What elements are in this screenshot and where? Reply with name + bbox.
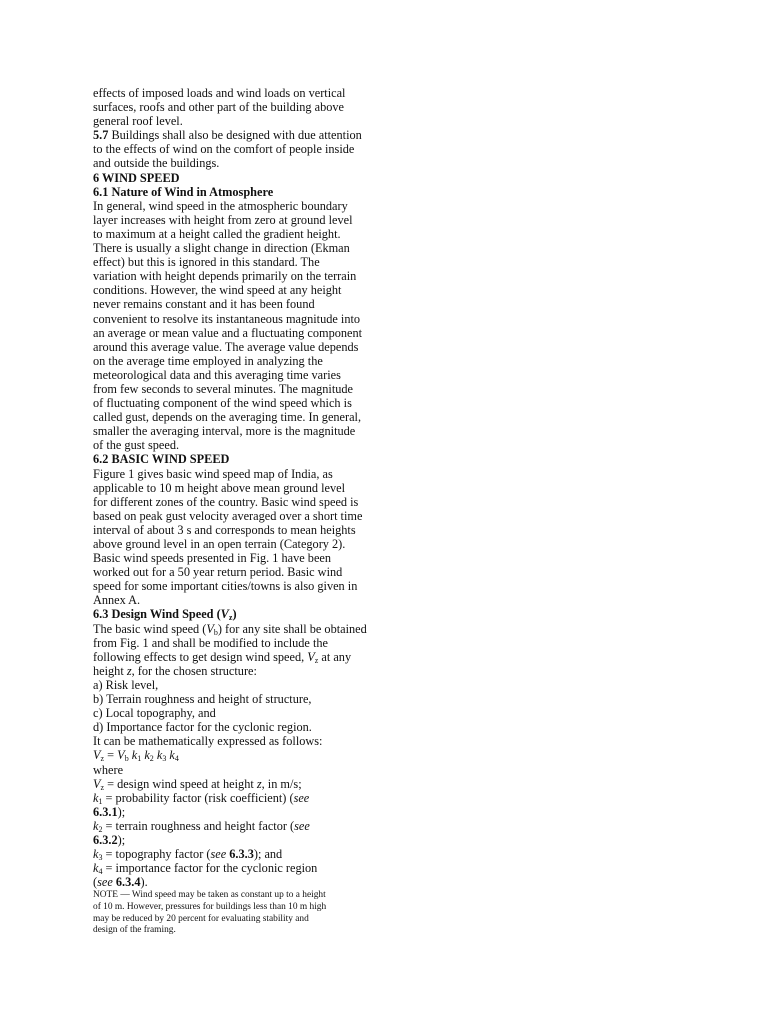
paragraph-line: The basic wind speed $(V_b)$ for any site shall be obtained bbox=[93, 621, 367, 637]
section-6-2-heading: 6.2 BASIC WIND SPEED bbox=[93, 452, 230, 467]
paragraph-line: applicable to 10 m height above mean ground level bbox=[93, 480, 346, 495]
definition-k2-ref: 6.3.2); bbox=[93, 832, 126, 847]
intro-line: general roof level. bbox=[93, 114, 183, 129]
clause-5-7-line: to the effects of wind on the comfort of people inside bbox=[93, 142, 355, 157]
paragraph-line: There is usually a slight change in direction (Ekman bbox=[93, 241, 350, 256]
document-page bbox=[93, 86, 393, 937]
paragraph-line: called gust, depends on the averaging time. In general, bbox=[93, 410, 362, 425]
definition-k2: $k_2$ = terrain roughness and height factor (see bbox=[93, 818, 310, 834]
note-line: NOTE — Wind speed may be taken as constant up to a height bbox=[93, 890, 326, 901]
paragraph-line: variation with height depends primarily on the terrain bbox=[93, 269, 357, 284]
paragraph-line: to maximum at a height called the gradient height. bbox=[93, 226, 341, 241]
note-block bbox=[93, 890, 393, 936]
section-6-1-heading: 6.1 Nature of Wind in Atmosphere bbox=[93, 184, 274, 199]
paragraph-line: height z, for the chosen structure: bbox=[93, 663, 257, 678]
paragraph-line: around this average value. The average value depends bbox=[93, 339, 359, 354]
note-line: of 10 m. However, pressures for buildings less than 10 m high bbox=[93, 901, 327, 912]
paragraph-line: Annex A. bbox=[93, 593, 141, 608]
paragraph-line: worked out for a 50 year return period. Basic wind bbox=[93, 565, 343, 580]
paragraph-line: for different zones of the country. Basic wind speed is bbox=[93, 494, 359, 509]
definition-vz: $V_z$ = design wind speed at height z, in m/s; bbox=[93, 776, 302, 792]
paragraph-line: interval of about 3 s and corresponds to mean heights bbox=[93, 522, 356, 537]
paragraph-line: speed for some important cities/towns is also given in bbox=[93, 579, 358, 594]
definition-k4-ref: (see 6.3.4). bbox=[93, 875, 148, 890]
list-item: c) Local topography, and bbox=[93, 706, 216, 721]
paragraph-line: Figure 1 gives basic wind speed map of India, as bbox=[93, 466, 333, 481]
paragraph-line: an average or mean value and a fluctuating component bbox=[93, 325, 363, 340]
paragraph-line: never remains constant and it has been found bbox=[93, 297, 315, 312]
section-6-3-heading: 6.3 Design Wind Speed $(V_z)$ bbox=[93, 607, 237, 623]
paragraph-line: effect) but this is ignored in this standard. The bbox=[93, 255, 320, 270]
expression-intro: It can be mathematically expressed as follows: bbox=[93, 734, 323, 749]
definition-k3: $k_3$ = topography factor (see 6.3.3); and bbox=[93, 847, 283, 863]
paragraph-line: following effects to get design wind speed, $V_z$ at any bbox=[93, 649, 352, 665]
paragraph-line: of fluctuating component of the wind speed which is bbox=[93, 396, 352, 411]
clause-5-7-number: 5.7 bbox=[93, 128, 109, 143]
paragraph-line: convenient to resolve its instantaneous magnitude into bbox=[93, 311, 361, 326]
clause-5-7-line: and outside the buildings. bbox=[93, 156, 220, 171]
paragraph-line: layer increases with height from zero at ground level bbox=[93, 212, 353, 227]
clause-5-7-line: 5.7 Buildings shall also be designed with due attention bbox=[93, 128, 362, 143]
paragraph-line: on the average time employed in analyzing the bbox=[93, 353, 323, 368]
paragraph-line: based on peak gust velocity averaged over a short time bbox=[93, 508, 363, 523]
list-item: b) Terrain roughness and height of structure, bbox=[93, 692, 312, 707]
list-item: a) Risk level, bbox=[93, 677, 159, 692]
definition-k1-ref: 6.3.1); bbox=[93, 804, 126, 819]
paragraph-line: smaller the averaging interval, more is the magnitude bbox=[93, 424, 356, 439]
definition-k1: $k_1$ = probability factor (risk coefficient) (see bbox=[93, 790, 310, 806]
paragraph-line: In general, wind speed in the atmospheric boundary bbox=[93, 198, 348, 213]
paragraph-line: above ground level in an open terrain (Category 2). bbox=[93, 537, 346, 551]
intro-line: effects of imposed loads and wind loads on vertical bbox=[93, 86, 346, 100]
paragraph-line: meteorological data and this averaging time varies bbox=[93, 367, 341, 382]
where-label: where bbox=[93, 762, 124, 777]
paragraph-line: conditions. However, the wind speed at any height bbox=[93, 283, 342, 298]
section-6-heading: 6 WIND SPEED bbox=[93, 170, 180, 185]
paragraph-line: Basic wind speeds presented in Fig. 1 have been bbox=[93, 551, 332, 566]
definition-k4: $k_4$ = importance factor for the cyclonic region bbox=[93, 861, 318, 877]
paragraph-line: of the gust speed. bbox=[93, 438, 180, 453]
note-line: may be reduced by 20 percent for evaluating stability and bbox=[93, 913, 309, 924]
note-line: design of the framing. bbox=[93, 925, 176, 936]
intro-line: surfaces, roofs and other part of the building above bbox=[93, 100, 344, 115]
paragraph-line: from Fig. 1 and shall be modified to include the bbox=[93, 635, 328, 650]
equation: $V_z = V_b$ $k_1$ $k_2$ $k_3$ $k_4$ bbox=[93, 748, 179, 764]
paragraph-line: from few seconds to several minutes. The magnitude bbox=[93, 381, 353, 396]
list-item: d) Importance factor for the cyclonic region. bbox=[93, 720, 312, 735]
